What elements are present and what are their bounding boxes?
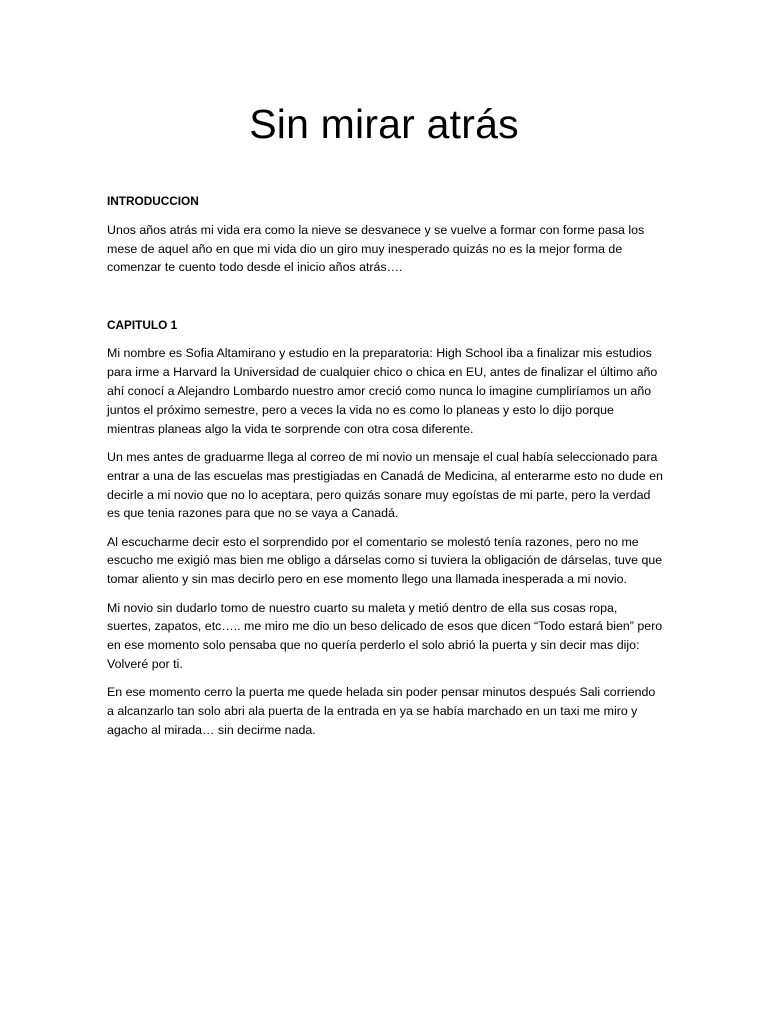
chapter-1-paragraph-1: Mi nombre es Sofia Altamirano y estudio en la preparatoria: High School iba a finalizar mis estudios para irme a Harvard la Universidad de cualquier chico o chica en EU, antes de finalizar el último año ahí conocí a Alejandro Lombardo nuestro amor creció como nunca lo imagine cumpliríamos un año juntos el próximo semestre, pero a veces la vida no es como lo planeas y esto lo dijo porque mientras planeas algo la vida te sorprende con otra cosa diferente. bbox=[107, 346, 658, 436]
document-title: Sin mirar atrás bbox=[249, 101, 519, 147]
intro-heading: INTRODUCCION bbox=[107, 194, 199, 208]
chapter-1-paragraph-3: Al escucharme decir esto el sorprendido por el comentario se molestó tenía razones, pero no me escucho me exigió mas bien me obligo a dárselas como si tuviera la obligación de dárselas, tuve que tomar aliento y sin mas decirlo pero en ese momento llego una llamada inesperada a mi novio. bbox=[107, 534, 663, 587]
intro-paragraph: Unos años atrás mi vida era como la nieve se desvanece y se vuelve a formar con forme pasa los mese de aquel año en que mi vida dio un giro muy inesperado quizás no es la mejor forma de comenzar te cuento todo desde el inicio años atrás…. bbox=[107, 222, 645, 275]
chapter-1-paragraph-2: Un mes antes de graduarme llega al correo de mi novio un mensaje el cual había seleccionado para entrar a una de las escuelas mas prestigiadas en Canadá de Medicina, al enterarme esto no dude en decirle a mi novio que no lo aceptara, pero quizás sonare muy egoístas de mi parte, pero la verdad es que tenia razones para que no se vaya a Canadá. bbox=[107, 449, 663, 521]
chapter-1-paragraph-5: En ese momento cerro la puerta me quede helada sin poder pensar minutos después Sali corriendo a alcanzarlo tan solo abri ala puerta de la entrada en ya se había marchado en un taxi me miro y agacho al mirada… sin decirme nada. bbox=[107, 685, 656, 737]
chapter-1-paragraph-4: Mi novio sin dudarlo tomo de nuestro cuarto su maleta y metió dentro de ella sus cosas ropa, suertes, zapatos, etc….. me miro me dio un beso delicado de esos que dicen “Todo estará bien” pero en ese momento solo pensaba que no quería perderlo el solo abrió la puerta y sin decir mas dijo: Volveré por ti. bbox=[107, 600, 663, 671]
chapter-1-heading: CAPITULO 1 bbox=[107, 317, 178, 332]
document-body bbox=[107, 192, 663, 749]
section-spacer bbox=[107, 287, 663, 316]
